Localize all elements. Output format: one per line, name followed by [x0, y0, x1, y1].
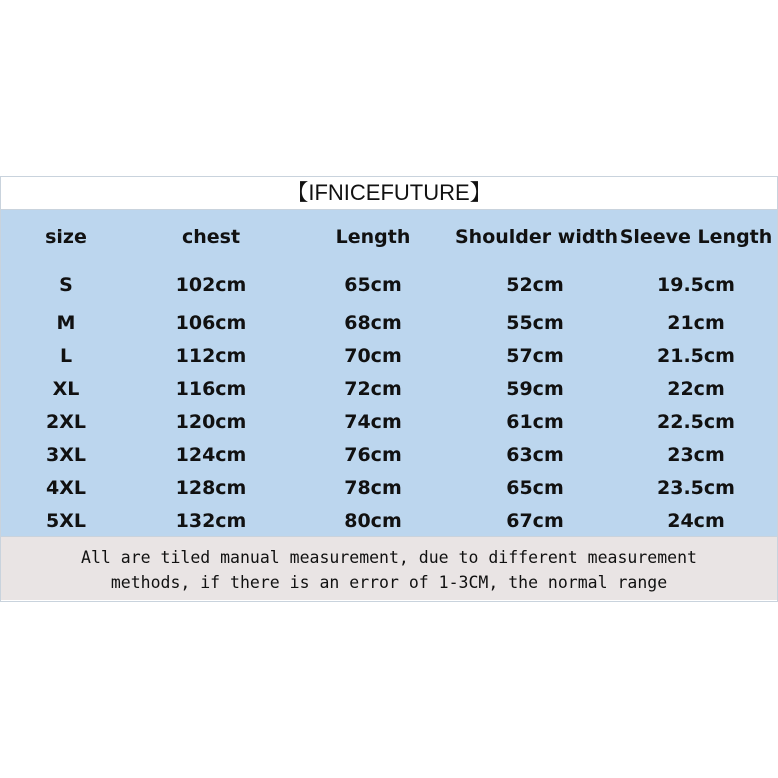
table-row: [1, 471, 777, 504]
table-row: [1, 306, 777, 339]
table-cell: 124cm: [175, 443, 247, 466]
table-cell: 21cm: [667, 311, 725, 334]
table-cell: 106cm: [175, 311, 247, 334]
table-cell: 72cm: [344, 377, 402, 400]
table-cell: 102cm: [175, 274, 247, 296]
table-cell: 78cm: [344, 476, 402, 499]
table-cell: 23.5cm: [657, 476, 735, 499]
note-line-2: methods, if there is an error of 1-3CM, the normal range: [110, 573, 668, 592]
table-cell: 59cm: [506, 377, 564, 400]
table-cell: 55cm: [506, 311, 564, 334]
table-cell: 22cm: [667, 377, 725, 400]
size-table: [1, 210, 777, 537]
table-cell: 3XL: [46, 443, 86, 466]
table-cell: 120cm: [175, 410, 247, 433]
table-cell: M: [56, 311, 76, 334]
table-cell: 61cm: [506, 410, 564, 433]
table-cell: 128cm: [175, 476, 247, 499]
table-cell: 52cm: [506, 274, 564, 296]
table-cell: 24cm: [667, 509, 725, 532]
size-table-area: [1, 210, 777, 536]
table-cell: 132cm: [175, 509, 247, 532]
table-cell: 65cm: [344, 274, 402, 296]
table-cell: XL: [52, 377, 80, 400]
table-cell: 68cm: [344, 311, 402, 334]
header-chest: chest: [181, 226, 241, 248]
table-cell: 21.5cm: [657, 344, 735, 367]
table-row: [1, 339, 777, 372]
table-cell: 2XL: [46, 410, 86, 433]
size-chart: [0, 176, 778, 602]
table-cell: 57cm: [506, 344, 564, 367]
table-cell: S: [59, 274, 73, 296]
table-cell: 70cm: [344, 344, 402, 367]
header-sleeve-length: Sleeve Length: [619, 226, 773, 248]
table-cell: 63cm: [506, 443, 564, 466]
table-cell: 112cm: [175, 344, 247, 367]
table-cell: 5XL: [46, 509, 86, 532]
table-row: [1, 372, 777, 405]
table-cell: 65cm: [506, 476, 564, 499]
table-cell: 4XL: [46, 476, 86, 499]
table-cell: 80cm: [344, 509, 402, 532]
table-row: [1, 405, 777, 438]
table-row: [1, 504, 777, 537]
table-cell: 67cm: [506, 509, 564, 532]
table-cell: 22.5cm: [657, 410, 735, 433]
note-line-1: All are tiled manual measurement, due to different measurement: [81, 548, 697, 567]
measurement-note: [1, 536, 777, 600]
header-length: Length: [335, 226, 411, 248]
table-cell: 76cm: [344, 443, 402, 466]
table-cell: 19.5cm: [657, 274, 735, 296]
table-row: [1, 438, 777, 471]
table-cell: 74cm: [344, 410, 402, 433]
header-size: size: [45, 226, 87, 248]
table-cell: 23cm: [667, 443, 725, 466]
table-cell: L: [59, 344, 73, 367]
header-shoulder-width: Shoulder width: [455, 226, 619, 248]
brand-title: 【IFNICEFUTURE】: [1, 177, 777, 210]
table-cell: 116cm: [175, 377, 247, 400]
header-row: [1, 210, 777, 264]
table-row: [1, 264, 777, 306]
